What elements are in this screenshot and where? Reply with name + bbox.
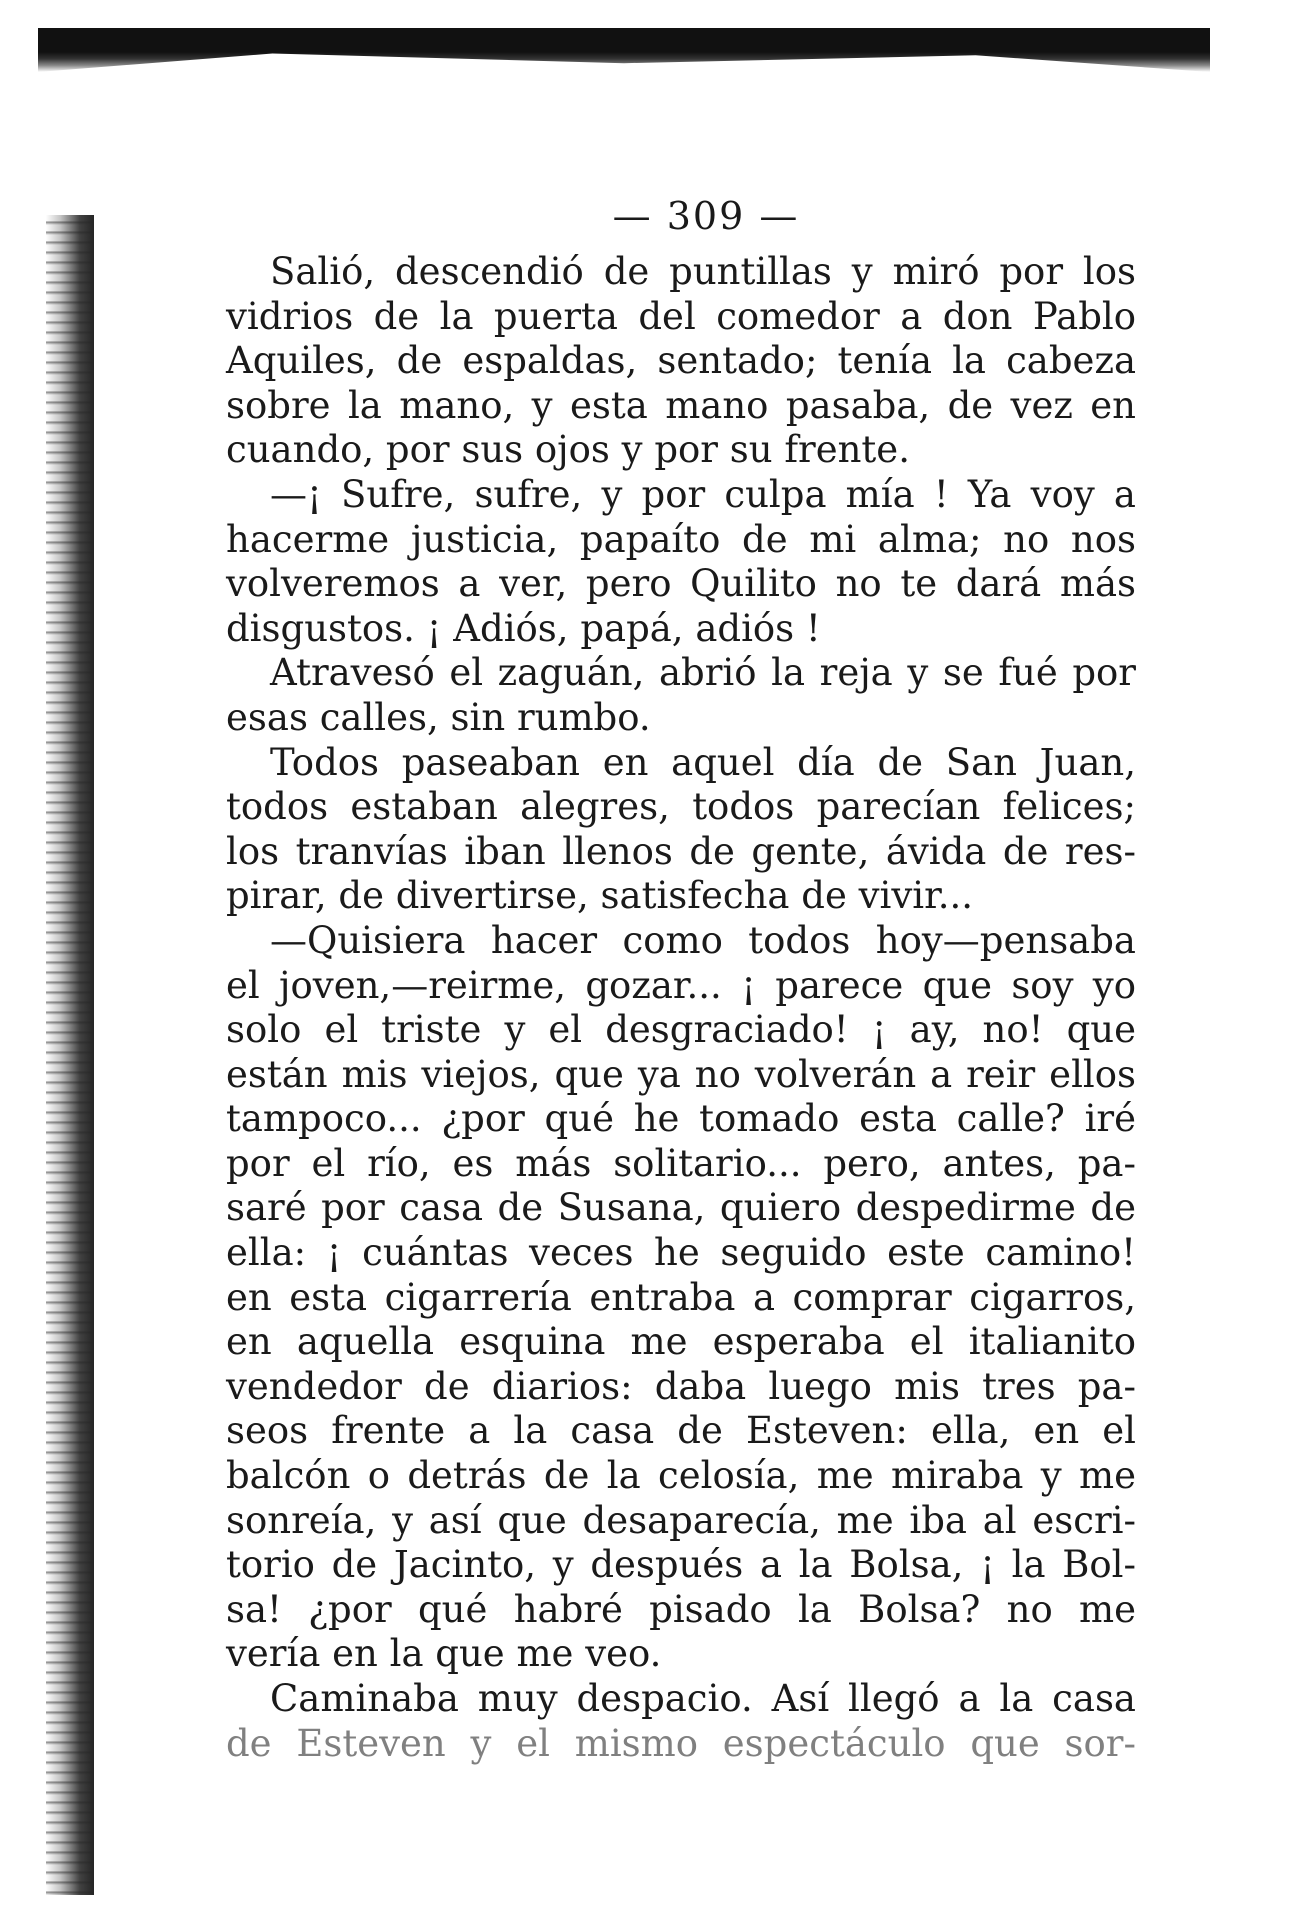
text-line: todos estaban alegres, todos parecían felices; <box>226 785 1136 829</box>
text-line: —¡ Sufre, sufre, y por culpa mía ! Ya voy a <box>270 472 1136 516</box>
text-line: saré por casa de Susana, quiero despedirme de <box>226 1186 1136 1230</box>
text-line: cuando, por sus ojos y por su frente. <box>226 428 910 472</box>
text-line: los tranvías iban llenos de gente, ávida de res- <box>226 829 1136 873</box>
text-line: en aquella esquina me esperaba el italianito <box>226 1320 1136 1364</box>
text-line: Aquiles, de espaldas, sentado; tenía la cabeza <box>226 339 1136 383</box>
text-line: están mis viejos, que ya no volverán a reir ellos <box>226 1052 1136 1096</box>
text-line: vería en la que me veo. <box>226 1632 662 1676</box>
text-line: por el río, es más solitario... pero, antes, pa- <box>226 1141 1136 1185</box>
text-line: solo el triste y el desgraciado! ¡ ay, no! que <box>226 1008 1136 1052</box>
text-line: en esta cigarrería entraba a comprar cigarros, <box>226 1275 1136 1319</box>
text-line: disgustos. ¡ Adiós, papá, adiós ! <box>226 606 821 650</box>
text-line: —Quisiera hacer como todos hoy—pensaba <box>270 918 1136 962</box>
text-line: Todos paseaban en aquel día de San Juan, <box>270 740 1136 784</box>
text-line: ella: ¡ cuántas veces he seguido este camino! <box>226 1231 1136 1275</box>
text-line: pirar, de divertirse, satisfecha de vivir... <box>226 874 973 918</box>
text-line: balcón o detrás de la celosía, me miraba y me <box>226 1454 1136 1498</box>
text-line: sa! ¿por qué habré pisado la Bolsa? no me <box>226 1587 1136 1631</box>
text-line: Caminaba muy despacio. Así llegó a la casa <box>270 1677 1136 1720</box>
text-line: de Esteven y el mismo espectáculo que sor- <box>226 1721 1136 1765</box>
text-line: el joven,—reirme, gozar... ¡ parece que soy yo <box>226 963 1136 1007</box>
text-line: torio de Jacinto, y después a la Bolsa, ¡ la Bol- <box>226 1543 1136 1587</box>
text-line: esas calles, sin rumbo. <box>226 695 651 739</box>
page-spine-shadow <box>46 215 94 1895</box>
body-text <box>226 250 1136 1766</box>
text-line: seos frente a la casa de Esteven: ella, en el <box>226 1409 1136 1453</box>
text-line: sonreía, y así que desaparecía, me iba al escri- <box>226 1498 1136 1542</box>
top-rule-decoration <box>38 28 1210 72</box>
text-line: Atravesó el zaguán, abrió la reja y se fué por <box>270 651 1136 695</box>
text-line: vidrios de la puerta del comedor a don Pablo <box>226 294 1136 338</box>
text-line: vendedor de diarios: daba luego mis tres pa- <box>226 1364 1136 1408</box>
page-number: — 309 — <box>612 194 800 238</box>
text-line: sobre la mano, y esta mano pasaba, de vez en <box>226 383 1136 427</box>
text-line: volveremos a ver, pero Quilito no te dará más <box>226 562 1136 606</box>
text-line: tampoco... ¿por qué he tomado esta calle? iré <box>226 1097 1136 1141</box>
text-line: hacerme justicia, papaíto de mi alma; no nos <box>226 517 1136 561</box>
text-line: Salió, descendió de puntillas y miró por los <box>270 250 1136 293</box>
